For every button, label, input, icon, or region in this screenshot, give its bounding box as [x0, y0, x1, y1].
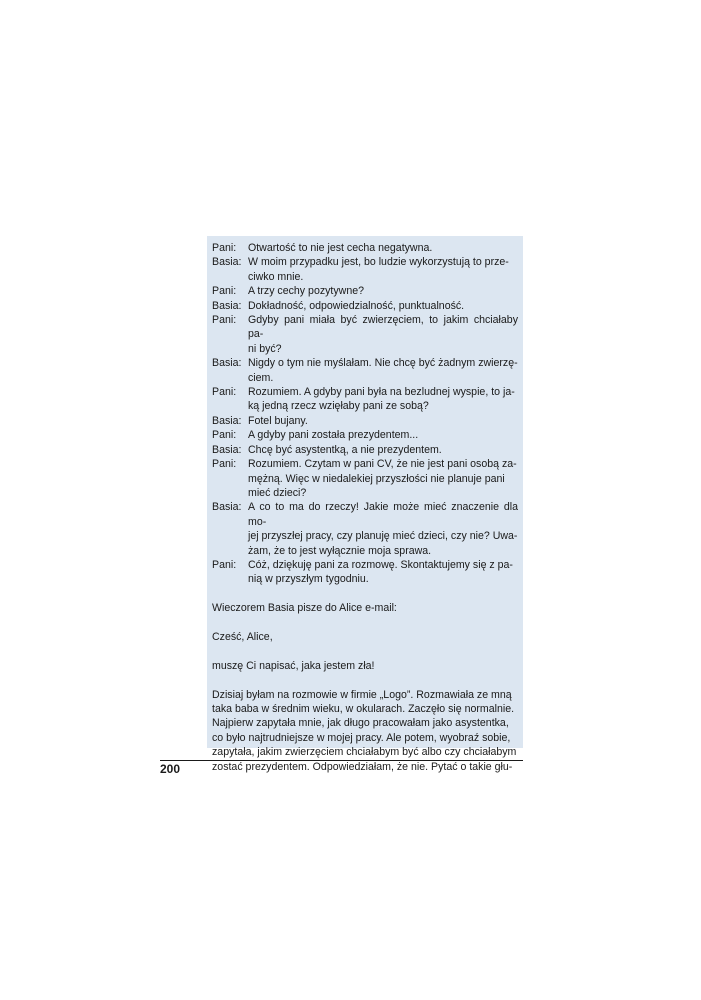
dialog-row [212, 299, 518, 313]
dialog-line: Rozumiem. A gdyby pani była na bezludnej wyspie, to ja- [248, 386, 515, 399]
dialog [212, 241, 518, 587]
speaker-label: Pani: [212, 242, 237, 254]
dialog-line: ni być? [248, 342, 282, 355]
dialog-row [212, 356, 518, 385]
dialog-text [248, 500, 518, 558]
dialog-line: mieć dzieci? [248, 486, 307, 499]
dialog-text [248, 241, 518, 255]
dialog-line: ciem. [248, 371, 274, 384]
dialog-line: A gdyby pani została prezydentem... [248, 429, 419, 442]
dialog-line: Cóż, dziękuję pani za rozmowę. Skontaktujemy się z pa- [248, 558, 513, 571]
dialog-line: jej przyszłej pracy, czy planuję mieć dzieci, czy nie? Uwa- [248, 530, 518, 543]
speaker-label: Basia: [212, 414, 242, 427]
dialog-text [248, 428, 518, 442]
dialog-row [212, 414, 518, 428]
dialog-text [248, 255, 518, 284]
dialog-row [212, 428, 518, 442]
spacer [212, 644, 518, 658]
dialog-text [248, 299, 518, 313]
dialog-line: ką jedną rzecz wzięłaby pani ze sobą? [248, 400, 429, 413]
dialog-text [248, 558, 518, 587]
page-number: 200 [160, 762, 181, 776]
paragraph-line: Dzisiaj byłam na rozmowie w firmie „Logo”. Rozmawiała ze mną [212, 688, 512, 701]
dialog-line: A co to ma do rzeczy! Jakie może mieć znaczenie dla mo- [248, 501, 518, 528]
speaker-label: Pani: [212, 314, 237, 327]
dialog-line: nią w przyszłym tygodniu. [248, 573, 369, 586]
dialog-text [248, 284, 518, 298]
speaker-label: Pani: [212, 386, 237, 399]
speaker-label: Pani: [212, 458, 237, 471]
footer-rule [160, 760, 523, 761]
spacer [212, 673, 518, 687]
dialog-line: Fotel bujany. [248, 414, 308, 427]
dialog-line: Chcę być asystentką, a nie prezydentem. [248, 443, 442, 456]
paragraph-line: Najpierw zapytała mnie, jak długo pracowałam jako asystentka, [212, 717, 509, 730]
dialog-row [212, 500, 518, 558]
page-content [212, 241, 518, 774]
speaker-label: Basia: [212, 501, 242, 514]
dialog-line: W moim przypadku jest, bo ludzie wykorzystują to prze- [248, 256, 509, 269]
dialog-row [212, 284, 518, 298]
dialog-row [212, 457, 518, 500]
dialog-line: żam, że to jest wyłącznie moja sprawa. [248, 544, 432, 557]
dialog-line: ciwko mnie. [248, 270, 304, 283]
dialog-text [248, 414, 518, 428]
paragraph-line: taka baba w średnim wieku, w okularach. Zaczęło się normalnie. [212, 702, 515, 715]
speaker-label: Basia: [212, 299, 242, 312]
spacer [212, 616, 518, 630]
dialog-text [248, 356, 518, 385]
dialog-row [212, 385, 518, 414]
dialog-line: mężną. Więc w niedalekiej przyszłości nie planuje pani [248, 472, 505, 485]
dialog-line: Otwartość to nie jest cecha negatywna. [248, 242, 433, 254]
email-greeting: Cześć, Alice, [212, 630, 273, 643]
speaker-label: Basia: [212, 256, 242, 269]
speaker-label: Pani: [212, 429, 237, 442]
paragraph-line: zapytała, jakim zwierzęciem chciałabym być albo czy chciałabym [212, 746, 517, 759]
dialog-line: Rozumiem. Czytam w pani CV, że nie jest pani osobą za- [248, 458, 517, 471]
paragraph-line: co było najtrudniejsze w mojej pracy. Ale potem, wyobraź sobie, [212, 731, 511, 744]
dialog-row [212, 313, 518, 356]
email-intro: Wieczorem Basia pisze do Alice e-mail: [212, 602, 397, 615]
dialog-row [212, 443, 518, 457]
speaker-label: Pani: [212, 558, 237, 571]
dialog-text [248, 313, 518, 356]
dialog-text [248, 443, 518, 457]
dialog-row [212, 558, 518, 587]
dialog-text [248, 385, 518, 414]
speaker-label: Pani: [212, 285, 237, 298]
speaker-label: Basia: [212, 357, 242, 370]
dialog-line: Nigdy o tym nie myślałam. Nie chcę być żadnym zwierzę- [248, 357, 518, 370]
email-paragraph [212, 688, 518, 774]
dialog-line: A trzy cechy pozytywne? [248, 285, 364, 298]
dialog-row [212, 241, 518, 255]
spacer [212, 587, 518, 601]
dialog-line: Gdyby pani miała być zwierzęciem, to jakim chciałaby pa- [248, 314, 518, 341]
dialog-line: Dokładność, odpowiedzialność, punktualność. [248, 299, 465, 312]
speaker-label: Basia: [212, 443, 242, 456]
dialog-row [212, 255, 518, 284]
email-opening: muszę Ci napisać, jaka jestem zła! [212, 659, 375, 672]
paragraph-line: zostać prezydentem. Odpowiedziałam, że nie. Pytać o takie głu- [212, 760, 513, 773]
dialog-text [248, 457, 518, 500]
